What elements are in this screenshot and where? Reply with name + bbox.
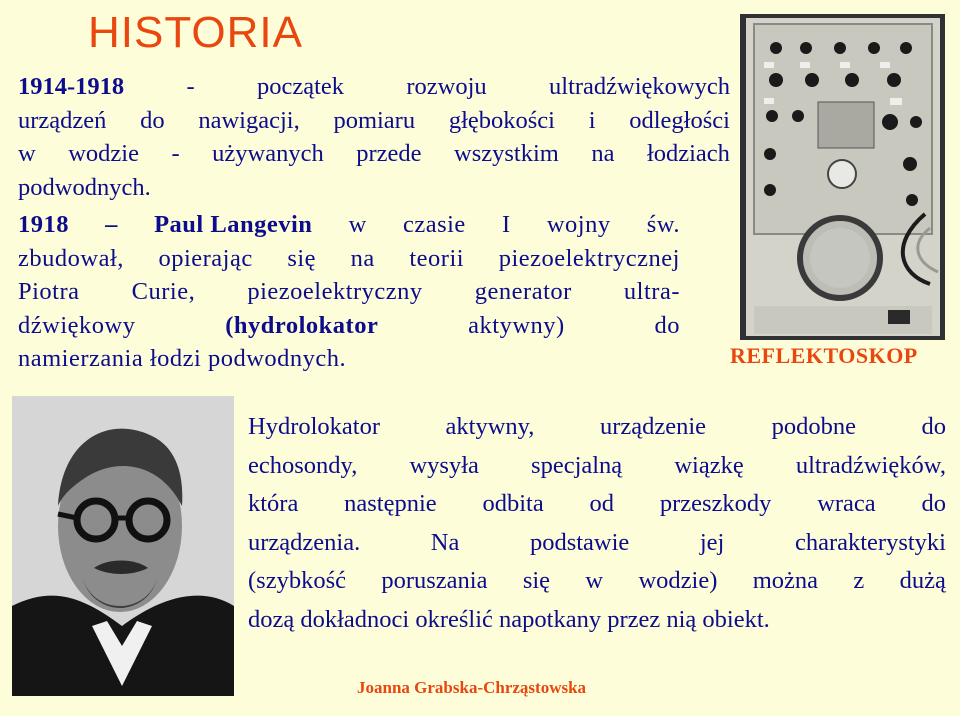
word: następnie bbox=[344, 490, 437, 518]
word: piezoelektryczny bbox=[247, 278, 423, 305]
word: I bbox=[501, 211, 511, 238]
word: ultradźwiękowych bbox=[549, 73, 730, 100]
word: dużą bbox=[899, 567, 946, 595]
word: Piotra bbox=[18, 278, 80, 305]
word: z bbox=[853, 567, 865, 595]
word: podstawie bbox=[529, 528, 630, 556]
word: wodzie) bbox=[638, 567, 718, 595]
word: (szybkość bbox=[248, 567, 346, 595]
text-line bbox=[248, 562, 946, 601]
text-line bbox=[18, 171, 730, 205]
word: namierzania łodzi podwodnych. bbox=[18, 345, 347, 372]
word: do bbox=[654, 311, 680, 339]
portrait-illustration bbox=[12, 396, 234, 696]
langevin-portrait-photo bbox=[12, 396, 234, 696]
person-name: Paul Langevin bbox=[154, 211, 313, 238]
text-line bbox=[18, 104, 730, 138]
word: odległości bbox=[629, 106, 730, 134]
word: można bbox=[752, 567, 819, 595]
reflectoscope-photo bbox=[740, 14, 945, 340]
word: pomiaru bbox=[333, 106, 416, 134]
text-line bbox=[248, 447, 946, 486]
text-line bbox=[18, 342, 680, 376]
hydrolokator-term: (hydrolokator bbox=[225, 311, 379, 339]
word: wraca bbox=[817, 490, 876, 518]
word: się bbox=[522, 567, 551, 595]
text-line bbox=[248, 485, 946, 524]
word: na bbox=[591, 140, 615, 167]
word: łodziach bbox=[646, 140, 730, 167]
paragraph-history-1914 bbox=[18, 70, 730, 204]
word: urządzenie bbox=[599, 413, 707, 440]
photo-caption: REFLEKTOSKOP bbox=[730, 343, 918, 368]
word: podwodnych. bbox=[18, 173, 151, 201]
word: Na bbox=[430, 528, 460, 556]
dash: – bbox=[105, 211, 118, 238]
text-line bbox=[18, 275, 680, 309]
word: i bbox=[588, 106, 596, 134]
word: do bbox=[921, 413, 946, 440]
word: przeszkody bbox=[659, 490, 772, 518]
word: charakterystyki bbox=[794, 528, 946, 556]
word: zbudował, bbox=[18, 244, 124, 272]
word: nawigacji, bbox=[198, 106, 300, 134]
text-line bbox=[18, 137, 730, 171]
word: Curie, bbox=[131, 278, 196, 305]
word: rozwoju bbox=[406, 73, 487, 100]
word: piezoelektrycznej bbox=[498, 244, 680, 272]
word: św. bbox=[646, 211, 680, 238]
paragraph-langevin-1918 bbox=[18, 208, 680, 376]
word: czasie bbox=[402, 211, 466, 238]
text-line bbox=[18, 208, 680, 242]
text-line bbox=[18, 70, 730, 104]
word: generator bbox=[474, 278, 572, 305]
text-line bbox=[248, 408, 946, 447]
text-line bbox=[248, 601, 946, 640]
word: specjalną bbox=[531, 451, 623, 479]
word: używanych bbox=[212, 140, 324, 167]
word: ultra- bbox=[623, 278, 680, 305]
word: dźwiękowy bbox=[18, 311, 136, 339]
word: od bbox=[589, 490, 615, 518]
word: jej bbox=[699, 528, 725, 556]
word: wszystkim bbox=[454, 140, 559, 167]
word: odbita bbox=[482, 490, 544, 518]
year: 1918 bbox=[18, 211, 69, 238]
word: wysyła bbox=[409, 451, 479, 479]
word: w bbox=[18, 140, 36, 167]
reflectoscope-illustration bbox=[740, 14, 945, 340]
word: wodzie bbox=[68, 140, 139, 167]
word: urządzenia. bbox=[248, 528, 361, 556]
word: teorii bbox=[409, 244, 465, 272]
text-line bbox=[18, 309, 680, 343]
word: w bbox=[348, 211, 367, 238]
word: wojny bbox=[546, 211, 611, 238]
word: opierając bbox=[158, 244, 253, 272]
word: na bbox=[350, 244, 375, 272]
word: urządzeń bbox=[18, 106, 107, 134]
word: do bbox=[140, 106, 165, 134]
word: ultradźwięków, bbox=[795, 451, 946, 479]
word: podobne bbox=[771, 413, 856, 440]
word: poruszania bbox=[381, 567, 488, 595]
word: - bbox=[171, 140, 180, 167]
date-range: 1914-1918 bbox=[18, 73, 125, 100]
author-footer: Joanna Grabska-Chrząstowska bbox=[357, 678, 587, 697]
word: dozą dokładnoci określić napotkany przez nią obiekt. bbox=[248, 605, 770, 633]
text-line bbox=[248, 524, 946, 563]
word: wiązkę bbox=[674, 451, 744, 479]
word: początek bbox=[257, 73, 345, 100]
word: głębokości bbox=[448, 106, 555, 134]
word: - bbox=[186, 73, 195, 100]
word: do bbox=[921, 490, 946, 518]
paragraph-hydrolokator-description bbox=[248, 408, 946, 640]
word: się bbox=[287, 244, 317, 272]
word: echosondy, bbox=[248, 451, 358, 479]
word: Hydrolokator bbox=[248, 413, 380, 440]
word: przede bbox=[356, 140, 422, 167]
word: aktywny) bbox=[468, 311, 565, 339]
slide-title: HISTORIA bbox=[88, 8, 304, 57]
word: aktywny, bbox=[445, 413, 535, 440]
word: która bbox=[248, 490, 299, 518]
word: w bbox=[585, 567, 604, 595]
text-line bbox=[18, 242, 680, 276]
